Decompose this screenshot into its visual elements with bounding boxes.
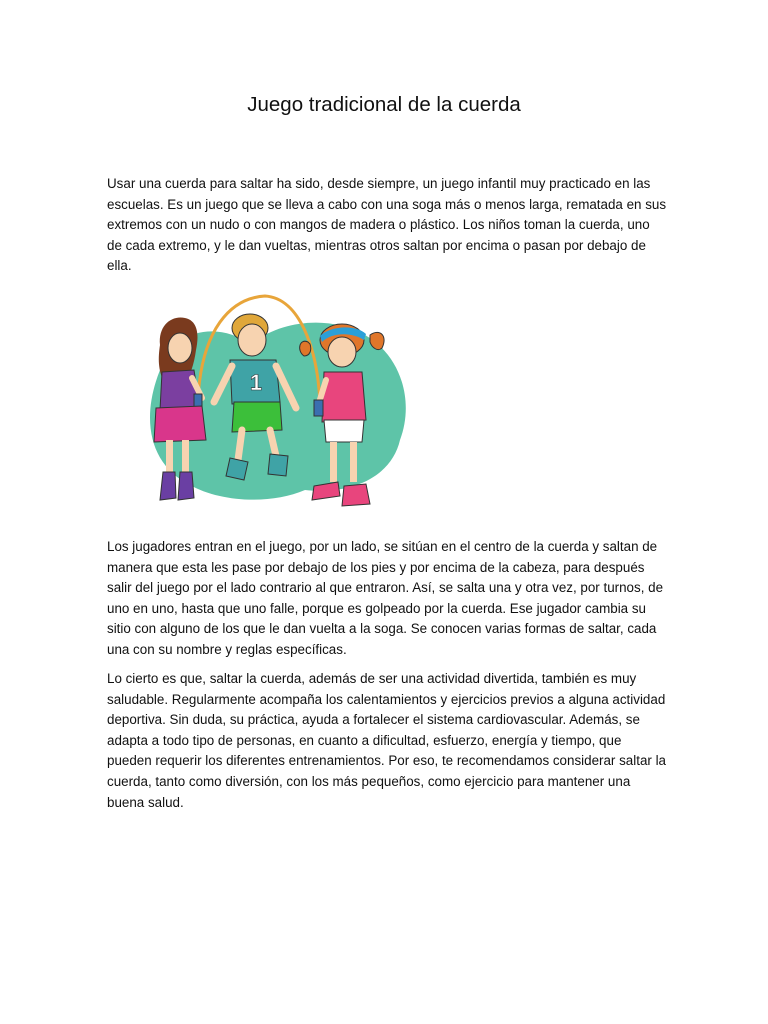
paragraph-how-to-play: Los jugadores entran en el juego, por un lado, se sitúan en el centro de la cuerda y saltan de manera que esta les pase por debajo de los pies y por encima de la cabeza, para después salir del juego por el lado contrario al que entraron. Así, se salta una y otra vez, por turnos, de uno en uno, hasta que uno falle, porque es golpeado por la cuerda. Ese jugador cambia su sitio con alguno de los que le dan vuelta a la soga. Se conocen varias formas de saltar, cada una con su nombre y reglas específicas. <box>107 539 664 657</box>
paragraph-health-benefits: Lo cierto es que, saltar la cuerda, además de ser una actividad divertida, también es muy saludable. Regularmente acompaña los calentamientos y ejercicios previos a alguna actividad deportiva. Sin duda, su práctica, ayuda a fortalecer el sistema cardiovascular. Además, se adapta a todo tipo de personas, en cuanto a dificultad, esfuerzo, energía y tiempo, que pueden requerir los diferentes entrenamientos. Por eso, te recomendamos considerar saltar la cuerda, tanto como diversión, con los más pequeños, como ejercicio para mantener una buena salud. <box>107 671 666 810</box>
jump-rope-illustration <box>130 290 420 522</box>
shirt-number: 1 <box>249 370 263 395</box>
document-title: Juego tradicional de la cuerda <box>247 93 521 116</box>
paragraph-intro: Usar una cuerda para saltar ha sido, desde siempre, un juego infantil muy practicado en las escuelas. Es un juego que se lleva a cabo con una soga más o menos larga, rematada en sus extremos con un nudo o con mangos de madera o plástico. Los niños toman la cuerda, uno de cada extremo, y le dan vueltas, mientras otros saltan por encima o pasan por debajo de ella. <box>107 176 667 274</box>
